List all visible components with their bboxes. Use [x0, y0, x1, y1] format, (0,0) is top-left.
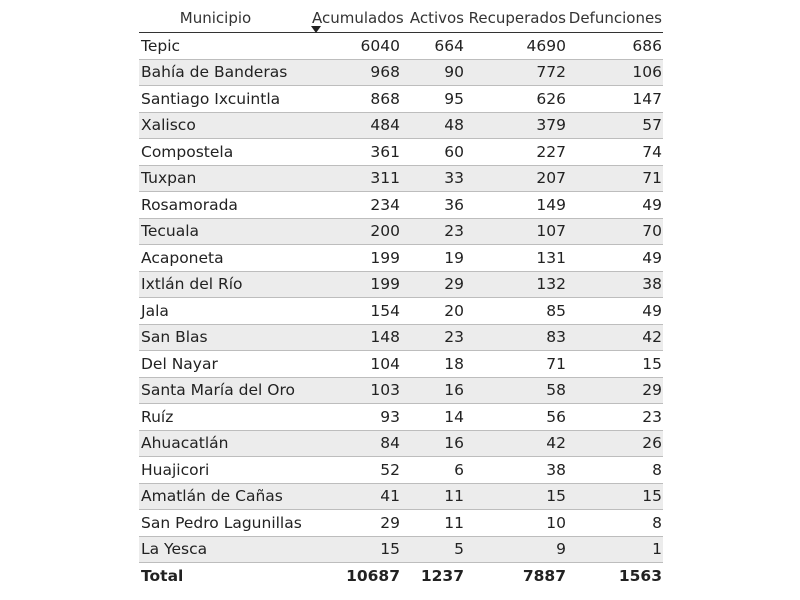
cell-activos: 48: [401, 112, 465, 139]
table-row[interactable]: [139, 483, 663, 510]
table-row[interactable]: [139, 86, 663, 113]
cell-recuperados: 772: [465, 59, 567, 86]
column-header-acumulados-label: Acumulados: [312, 9, 404, 27]
cell-recuperados: 107: [465, 218, 567, 245]
cell-activos: 19: [401, 245, 465, 272]
cell-acumulados: 93: [311, 404, 401, 431]
cell-activos: 23: [401, 218, 465, 245]
cell-defunciones: 49: [567, 298, 663, 325]
cell-municipio: Tepic: [139, 33, 311, 60]
column-header-defunciones[interactable]: Defunciones: [568, 9, 662, 27]
cell-acumulados: 199: [311, 245, 401, 272]
cell-recuperados: 626: [465, 86, 567, 113]
covid-municipio-table: [139, 4, 663, 589]
cell-defunciones: 57: [567, 112, 663, 139]
cell-recuperados: 9: [465, 536, 567, 563]
table-row[interactable]: [139, 218, 663, 245]
cell-defunciones: 42: [567, 324, 663, 351]
cell-activos: 18: [401, 351, 465, 378]
table-row[interactable]: [139, 165, 663, 192]
cell-defunciones: 70: [567, 218, 663, 245]
cell-activos: 36: [401, 192, 465, 219]
cell-acumulados: 154: [311, 298, 401, 325]
cell-acumulados: 311: [311, 165, 401, 192]
table-row[interactable]: [139, 404, 663, 431]
cell-municipio: Ahuacatlán: [139, 430, 311, 457]
column-header-acumulados[interactable]: [311, 4, 404, 33]
cell-acumulados: 484: [311, 112, 401, 139]
cell-recuperados: 38: [465, 457, 567, 484]
table-row[interactable]: [139, 377, 663, 404]
cell-acumulados: 84: [311, 430, 401, 457]
table-row[interactable]: [139, 351, 663, 378]
table-row[interactable]: [139, 510, 663, 537]
cell-activos: 33: [401, 165, 465, 192]
covid-table-container: [139, 4, 663, 589]
column-header-municipio[interactable]: Municipio: [179, 9, 252, 27]
total-label: Total: [139, 563, 311, 590]
cell-activos: 14: [401, 404, 465, 431]
table-header: [139, 4, 663, 33]
cell-defunciones: 38: [567, 271, 663, 298]
table-footer: [139, 563, 663, 590]
cell-activos: 95: [401, 86, 465, 113]
cell-recuperados: 15: [465, 483, 567, 510]
cell-municipio: Compostela: [139, 139, 311, 166]
cell-acumulados: 361: [311, 139, 401, 166]
table-row[interactable]: [139, 457, 663, 484]
total-defunciones: 1563: [567, 563, 663, 590]
cell-acumulados: 29: [311, 510, 401, 537]
cell-recuperados: 83: [465, 324, 567, 351]
total-acumulados: 10687: [311, 563, 401, 590]
total-activos: 1237: [401, 563, 465, 590]
cell-activos: 16: [401, 377, 465, 404]
cell-acumulados: 200: [311, 218, 401, 245]
cell-defunciones: 26: [567, 430, 663, 457]
table-row[interactable]: [139, 536, 663, 563]
cell-acumulados: 15: [311, 536, 401, 563]
cell-municipio: Bahía de Banderas: [139, 59, 311, 86]
cell-municipio: Ruíz: [139, 404, 311, 431]
cell-defunciones: 8: [567, 457, 663, 484]
column-header-recuperados[interactable]: Recuperados: [468, 9, 566, 27]
table-row[interactable]: [139, 139, 663, 166]
cell-defunciones: 1: [567, 536, 663, 563]
cell-recuperados: 10: [465, 510, 567, 537]
cell-recuperados: 85: [465, 298, 567, 325]
cell-recuperados: 132: [465, 271, 567, 298]
cell-activos: 664: [401, 33, 465, 60]
cell-defunciones: 15: [567, 351, 663, 378]
sort-descending-icon[interactable]: [311, 26, 321, 33]
table-row[interactable]: [139, 33, 663, 60]
cell-municipio: Santiago Ixcuintla: [139, 86, 311, 113]
cell-activos: 23: [401, 324, 465, 351]
cell-acumulados: 41: [311, 483, 401, 510]
cell-recuperados: 4690: [465, 33, 567, 60]
cell-defunciones: 8: [567, 510, 663, 537]
cell-municipio: Tuxpan: [139, 165, 311, 192]
cell-activos: 20: [401, 298, 465, 325]
cell-defunciones: 49: [567, 245, 663, 272]
cell-defunciones: 106: [567, 59, 663, 86]
cell-municipio: Acaponeta: [139, 245, 311, 272]
cell-recuperados: 58: [465, 377, 567, 404]
table-row[interactable]: [139, 298, 663, 325]
cell-acumulados: 199: [311, 271, 401, 298]
cell-municipio: Ixtlán del Río: [139, 271, 311, 298]
cell-activos: 29: [401, 271, 465, 298]
cell-activos: 11: [401, 510, 465, 537]
cell-recuperados: 207: [465, 165, 567, 192]
cell-recuperados: 379: [465, 112, 567, 139]
cell-acumulados: 868: [311, 86, 401, 113]
cell-defunciones: 29: [567, 377, 663, 404]
cell-municipio: Tecuala: [139, 218, 311, 245]
cell-recuperados: 227: [465, 139, 567, 166]
cell-recuperados: 42: [465, 430, 567, 457]
cell-defunciones: 74: [567, 139, 663, 166]
cell-defunciones: 686: [567, 33, 663, 60]
cell-activos: 11: [401, 483, 465, 510]
cell-municipio: Xalisco: [139, 112, 311, 139]
table-row[interactable]: [139, 59, 663, 86]
cell-municipio: Rosamorada: [139, 192, 311, 219]
cell-defunciones: 15: [567, 483, 663, 510]
cell-recuperados: 149: [465, 192, 567, 219]
cell-acumulados: 52: [311, 457, 401, 484]
cell-municipio: Amatlán de Cañas: [139, 483, 311, 510]
cell-activos: 60: [401, 139, 465, 166]
table-row[interactable]: [139, 112, 663, 139]
cell-defunciones: 49: [567, 192, 663, 219]
cell-municipio: San Pedro Lagunillas: [139, 510, 311, 537]
cell-municipio: San Blas: [139, 324, 311, 351]
cell-activos: 6: [401, 457, 465, 484]
header-row: [139, 4, 663, 33]
cell-acumulados: 968: [311, 59, 401, 86]
cell-activos: 90: [401, 59, 465, 86]
cell-activos: 16: [401, 430, 465, 457]
cell-recuperados: 71: [465, 351, 567, 378]
cell-acumulados: 103: [311, 377, 401, 404]
cell-activos: 5: [401, 536, 465, 563]
cell-recuperados: 56: [465, 404, 567, 431]
cell-municipio: La Yesca: [139, 536, 311, 563]
column-header-activos[interactable]: Activos: [409, 9, 464, 27]
table-row[interactable]: [139, 192, 663, 219]
cell-defunciones: 71: [567, 165, 663, 192]
cell-recuperados: 131: [465, 245, 567, 272]
cell-acumulados: 148: [311, 324, 401, 351]
table-row[interactable]: [139, 245, 663, 272]
cell-defunciones: 147: [567, 86, 663, 113]
table-body: [139, 33, 663, 563]
cell-defunciones: 23: [567, 404, 663, 431]
cell-acumulados: 6040: [311, 33, 401, 60]
cell-municipio: Huajicori: [139, 457, 311, 484]
table-row[interactable]: [139, 271, 663, 298]
cell-acumulados: 104: [311, 351, 401, 378]
cell-municipio: Del Nayar: [139, 351, 311, 378]
cell-municipio: Santa María del Oro: [139, 377, 311, 404]
cell-acumulados: 234: [311, 192, 401, 219]
total-recuperados: 7887: [465, 563, 567, 590]
cell-municipio: Jala: [139, 298, 311, 325]
table-row[interactable]: [139, 324, 663, 351]
table-row[interactable]: [139, 430, 663, 457]
total-row: [139, 563, 663, 590]
